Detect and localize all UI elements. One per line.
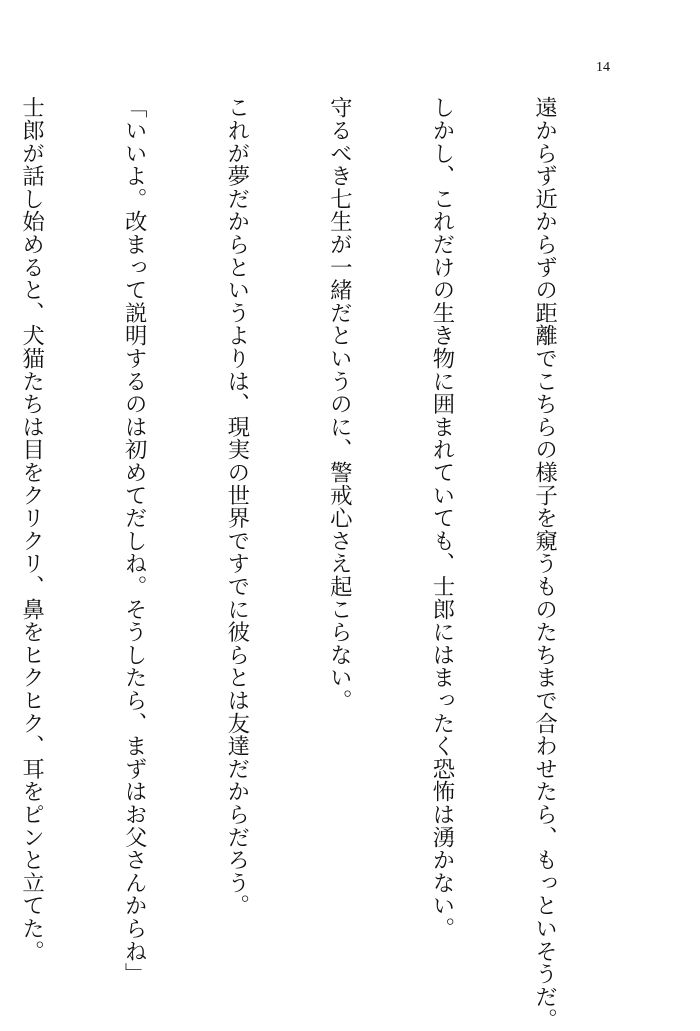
text-line: 士郎が話し始めると、犬猫たちは目をクリクリ、鼻をヒクヒク、耳をピンと立てた。 xyxy=(18,96,45,963)
text-line: 遠からず近からずの距離でこちらの様子を窺うものたちまで合わせたら、もっといそうだ。 xyxy=(531,96,558,1031)
novel-text xyxy=(0,96,630,1031)
text-line: 「いいよ。改まって説明するのは初めてだしね。そうしたら、まずはお父さんからね」 xyxy=(121,96,148,986)
text-line: 守るべき七生が一緒だというのに、警戒心さえ起こらない。 xyxy=(326,96,353,712)
page-number: 14 xyxy=(596,60,610,75)
text-line: これが夢だからというよりは、現実の世界ですでに彼らとは友達だからだろう。 xyxy=(223,96,250,917)
text-line: しかし、これだけの生き物に囲まれていても、士郎にはまったく恐怖は湧かない。 xyxy=(428,96,455,940)
